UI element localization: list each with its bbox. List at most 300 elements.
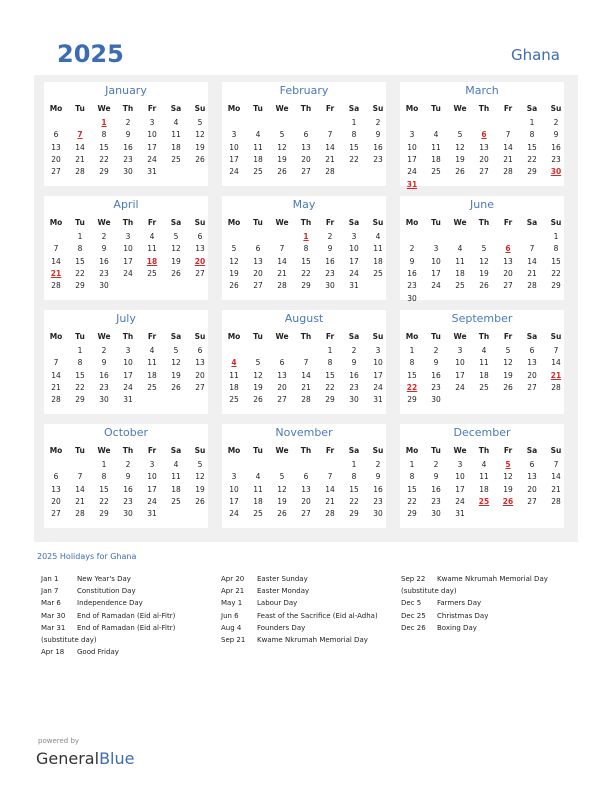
day-cell: 1 [101, 460, 107, 469]
weekday-label: We [97, 332, 111, 341]
weekday-label: Sa [348, 104, 360, 113]
day-cell: 23 [123, 154, 133, 164]
day-cell: 11 [455, 256, 465, 266]
holiday-name: End of Ramadan (Eid al-Fitr) [77, 623, 176, 632]
day-cell: 5 [255, 358, 261, 368]
day-cell: 15 [527, 142, 537, 152]
day-cell: 12 [229, 256, 239, 266]
day-cell: 27 [195, 382, 205, 392]
day-cell: 10 [123, 358, 133, 368]
weekday-label: Th [478, 218, 490, 227]
day-cell: 5 [457, 130, 463, 140]
day-cell: 9 [433, 358, 439, 368]
weekday-label: Su [550, 446, 562, 455]
brand-general: General [36, 749, 100, 768]
day-cell: 14 [503, 142, 513, 152]
day-cell: 22 [301, 268, 311, 278]
weekday-label: Mo [49, 332, 63, 341]
day-cell: 24 [123, 382, 133, 392]
weekday-label: Th [122, 446, 134, 455]
holiday-day-cell: 31 [406, 179, 418, 189]
day-cell: 4 [173, 118, 179, 127]
weekday-label: Fr [503, 218, 513, 227]
day-cell: 16 [99, 370, 109, 380]
holiday-day-cell: 1 [101, 118, 107, 127]
day-cell: 2 [101, 232, 107, 241]
weekday-label: We [453, 104, 467, 113]
day-cell: 30 [431, 509, 441, 519]
day-cell: 3 [433, 244, 439, 254]
day-cell: 17 [147, 484, 157, 494]
day-cell: 10 [229, 484, 239, 494]
day-cell: 31 [147, 509, 157, 519]
day-cell: 2 [433, 460, 439, 469]
weekday-label: Mo [405, 332, 419, 341]
day-cell: 10 [455, 358, 465, 368]
month-title: February [279, 84, 329, 97]
day-cell: 30 [349, 395, 359, 405]
weekday-label: Fr [147, 446, 157, 455]
day-cell: 6 [197, 346, 203, 355]
day-cell: 13 [479, 142, 489, 152]
day-cell: 13 [301, 484, 311, 494]
day-cell: 7 [303, 358, 309, 368]
weekday-label: Fr [147, 104, 157, 113]
weekday-label: Sa [526, 218, 538, 227]
weekday-label: We [453, 446, 467, 455]
day-cell: 30 [325, 281, 335, 291]
weekday-label: Th [122, 104, 134, 113]
holiday-day-cell: 30 [550, 167, 562, 177]
holiday-item [41, 610, 221, 622]
holiday-name: Independence Day [77, 599, 143, 608]
day-cell: 7 [77, 472, 83, 482]
day-cell: 14 [51, 256, 61, 266]
day-cell: 8 [529, 130, 535, 140]
weekday-label: Fr [147, 332, 157, 341]
month-title: December [453, 426, 511, 439]
weekday-label: We [97, 104, 111, 113]
day-cell: 17 [407, 154, 417, 164]
day-cell: 16 [99, 256, 109, 266]
holiday-date: Apr 20 [221, 575, 245, 583]
country-name: Ghana [510, 46, 560, 64]
day-cell: 9 [375, 472, 381, 482]
weekday-label: Fr [325, 446, 335, 455]
weekday-label: Fr [325, 218, 335, 227]
day-cell: 29 [99, 167, 109, 177]
day-cell: 7 [529, 244, 535, 254]
day-cell: 29 [75, 281, 85, 291]
month-title: September [451, 312, 513, 325]
day-cell: 19 [503, 484, 513, 494]
day-cell: 17 [349, 256, 359, 266]
day-cell: 24 [349, 268, 359, 278]
day-cell: 5 [279, 472, 285, 482]
weekday-label: Su [372, 218, 384, 227]
day-cell: 28 [325, 167, 335, 177]
day-cell: 11 [431, 142, 441, 152]
holiday-item [221, 597, 401, 609]
holiday-day-cell: 6 [505, 244, 511, 254]
holiday-date: Sep 21 [221, 635, 246, 644]
day-cell: 12 [503, 472, 513, 482]
day-cell: 27 [195, 268, 205, 278]
holiday-date: Apr 21 [221, 587, 245, 596]
day-cell: 28 [75, 509, 85, 519]
weekday-label: Fr [503, 446, 513, 455]
day-cell: 22 [349, 154, 359, 164]
holiday-item [401, 610, 581, 622]
day-cell: 4 [149, 232, 155, 241]
day-cell: 27 [479, 167, 489, 177]
day-cell: 8 [77, 244, 83, 254]
day-cell: 2 [327, 232, 333, 241]
weekday-label: Tu [431, 332, 441, 341]
weekday-label: Tu [431, 104, 441, 113]
day-cell: 29 [75, 395, 85, 405]
weekday-label: Th [478, 446, 490, 455]
holiday-item [401, 622, 581, 634]
day-cell: 30 [99, 395, 109, 405]
day-cell: 9 [125, 130, 131, 140]
day-cell: 29 [551, 281, 561, 291]
day-cell: 16 [373, 142, 383, 152]
day-cell: 19 [277, 154, 287, 164]
month-title: May [292, 198, 316, 211]
day-cell: 19 [171, 256, 181, 266]
weekday-label: Tu [431, 218, 441, 227]
weekday-label: Su [372, 332, 384, 341]
day-cell: 20 [253, 268, 263, 278]
holiday-date: Sep 22 [401, 575, 426, 583]
day-cell: 31 [455, 509, 465, 519]
day-cell: 12 [195, 130, 205, 140]
day-cell: 8 [303, 244, 309, 254]
day-cell: 25 [455, 281, 465, 291]
day-cell: 31 [147, 167, 157, 177]
day-cell: 22 [99, 496, 109, 506]
day-cell: 24 [123, 268, 133, 278]
day-cell: 21 [527, 268, 537, 278]
day-cell: 21 [325, 154, 335, 164]
brand-logo [36, 749, 134, 768]
month-card [44, 424, 208, 528]
weekday-label: Fr [325, 332, 335, 341]
day-cell: 13 [195, 358, 205, 368]
day-cell: 23 [373, 154, 383, 164]
day-cell: 5 [481, 244, 487, 254]
day-cell: 26 [171, 382, 181, 392]
day-cell: 18 [171, 142, 181, 152]
day-cell: 3 [149, 118, 155, 127]
day-cell: 15 [551, 256, 561, 266]
day-cell: 24 [455, 496, 465, 506]
month-card [400, 310, 564, 414]
day-cell: 25 [147, 382, 157, 392]
holiday-day-cell: 5 [505, 460, 511, 469]
day-cell: 3 [149, 460, 155, 469]
weekday-label: Sa [170, 104, 182, 113]
day-cell: 26 [195, 496, 205, 506]
day-cell: 12 [171, 358, 181, 368]
day-cell: 5 [197, 460, 203, 469]
day-cell: 19 [503, 370, 513, 380]
holiday-name: Good Friday [77, 648, 119, 657]
day-cell: 20 [503, 268, 513, 278]
weekday-label: Mo [405, 218, 419, 227]
day-cell: 20 [301, 496, 311, 506]
day-cell: 25 [147, 268, 157, 278]
day-cell: 21 [51, 382, 61, 392]
day-cell: 9 [351, 358, 357, 368]
day-cell: 11 [147, 358, 157, 368]
day-cell: 2 [375, 460, 381, 469]
day-cell: 22 [551, 268, 561, 278]
day-cell: 18 [253, 496, 263, 506]
day-cell: 10 [373, 358, 383, 368]
holiday-name: New Year's Day [77, 575, 131, 583]
day-cell: 21 [551, 484, 561, 494]
month-title: January [105, 84, 147, 97]
weekday-label: Mo [227, 218, 241, 227]
day-cell: 3 [375, 346, 381, 355]
weekday-label: Fr [325, 104, 335, 113]
day-cell: 8 [327, 358, 333, 368]
holiday-item [401, 597, 581, 609]
day-cell: 13 [51, 484, 61, 494]
day-cell: 20 [195, 370, 205, 380]
day-cell: 1 [327, 346, 333, 355]
day-cell: 27 [277, 395, 287, 405]
weekday-label: Th [122, 332, 134, 341]
day-cell: 27 [301, 509, 311, 519]
weekday-label: Su [194, 332, 206, 341]
weekday-label: Tu [431, 446, 441, 455]
day-cell: 17 [229, 496, 239, 506]
weekday-label: Th [300, 446, 312, 455]
holiday-name: Kwame Nkrumah Memorial Day [257, 635, 368, 644]
day-cell: 28 [51, 395, 61, 405]
day-cell: 21 [277, 268, 287, 278]
day-cell: 28 [527, 281, 537, 291]
day-cell: 26 [229, 281, 239, 291]
day-cell: 20 [277, 382, 287, 392]
day-cell: 6 [53, 130, 59, 140]
day-cell: 2 [433, 346, 439, 355]
day-cell: 14 [325, 484, 335, 494]
day-cell: 21 [75, 154, 85, 164]
day-cell: 27 [253, 281, 263, 291]
day-cell: 7 [53, 358, 59, 368]
day-cell: 11 [171, 130, 181, 140]
holiday-name: Christmas Day [437, 611, 489, 620]
weekday-label: Su [194, 446, 206, 455]
day-cell: 28 [51, 281, 61, 291]
day-cell: 1 [529, 118, 535, 127]
day-cell: 2 [409, 244, 415, 254]
day-cell: 25 [171, 154, 181, 164]
day-cell: 6 [303, 472, 309, 482]
holiday-day-cell: 6 [481, 130, 487, 140]
day-cell: 23 [551, 154, 561, 164]
day-cell: 7 [327, 130, 333, 140]
day-cell: 14 [277, 256, 287, 266]
day-cell: 2 [101, 346, 107, 355]
day-cell: 28 [277, 281, 287, 291]
day-cell: 24 [147, 154, 157, 164]
month-title: March [465, 84, 499, 97]
day-cell: 22 [407, 496, 417, 506]
day-cell: 26 [253, 395, 263, 405]
day-cell: 31 [373, 395, 383, 405]
day-cell: 23 [407, 281, 417, 291]
holiday-item [41, 646, 221, 658]
day-cell: 14 [301, 370, 311, 380]
day-cell: 25 [479, 382, 489, 392]
day-cell: 28 [503, 167, 513, 177]
day-cell: 22 [527, 154, 537, 164]
month-title: April [113, 198, 139, 211]
holiday-day-cell: 25 [478, 496, 490, 506]
day-cell: 24 [229, 509, 239, 519]
holiday-date: Mar 6 [41, 599, 61, 608]
day-cell: 16 [349, 370, 359, 380]
day-cell: 1 [409, 346, 415, 355]
month-card [400, 196, 564, 303]
day-cell: 15 [75, 256, 85, 266]
day-cell: 21 [325, 496, 335, 506]
day-cell: 2 [351, 346, 357, 355]
holiday-day-cell: 18 [146, 256, 158, 266]
day-cell: 12 [455, 142, 465, 152]
day-cell: 4 [375, 232, 381, 241]
holiday-name: Labour Day [257, 599, 298, 608]
day-cell: 3 [231, 472, 237, 482]
day-cell: 19 [171, 370, 181, 380]
day-cell: 17 [123, 256, 133, 266]
day-cell: 9 [553, 130, 559, 140]
day-cell: 15 [325, 370, 335, 380]
day-cell: 18 [171, 484, 181, 494]
day-cell: 23 [123, 496, 133, 506]
day-cell: 16 [325, 256, 335, 266]
day-cell: 27 [527, 496, 537, 506]
day-cell: 27 [503, 281, 513, 291]
day-cell: 13 [527, 358, 537, 368]
holiday-item [221, 610, 401, 622]
day-cell: 16 [373, 484, 383, 494]
day-cell: 29 [99, 509, 109, 519]
day-cell: 22 [75, 268, 85, 278]
weekday-label: Sa [348, 218, 360, 227]
day-cell: 25 [431, 167, 441, 177]
day-cell: 30 [373, 509, 383, 519]
day-cell: 23 [99, 382, 109, 392]
day-cell: 17 [123, 370, 133, 380]
day-cell: 19 [455, 154, 465, 164]
day-cell: 10 [349, 244, 359, 254]
day-cell: 7 [279, 244, 285, 254]
day-cell: 11 [373, 244, 383, 254]
day-cell: 16 [431, 370, 441, 380]
day-cell: 29 [407, 395, 417, 405]
day-cell: 6 [255, 244, 261, 254]
day-cell: 25 [253, 167, 263, 177]
day-cell: 10 [407, 142, 417, 152]
day-cell: 23 [99, 268, 109, 278]
month-card [222, 82, 386, 186]
day-cell: 17 [147, 142, 157, 152]
day-cell: 19 [479, 268, 489, 278]
day-cell: 18 [253, 154, 263, 164]
day-cell: 19 [229, 268, 239, 278]
day-cell: 11 [253, 142, 263, 152]
day-cell: 24 [373, 382, 383, 392]
day-cell: 26 [277, 509, 287, 519]
weekday-label: Su [550, 218, 562, 227]
day-cell: 3 [457, 460, 463, 469]
day-cell: 9 [433, 472, 439, 482]
month-title: October [103, 426, 149, 439]
weekday-label: We [453, 332, 467, 341]
day-cell: 11 [479, 358, 489, 368]
day-cell: 8 [409, 472, 415, 482]
weekday-label: Sa [526, 104, 538, 113]
weekday-label: We [97, 446, 111, 455]
weekday-label: Tu [75, 218, 85, 227]
day-cell: 25 [373, 268, 383, 278]
day-cell: 29 [325, 395, 335, 405]
day-cell: 8 [553, 244, 559, 254]
holiday-name: Easter Sunday [257, 575, 308, 583]
day-cell: 14 [51, 370, 61, 380]
day-cell: 7 [553, 460, 559, 469]
holiday-date: Dec 26 [401, 623, 426, 632]
day-cell: 19 [253, 382, 263, 392]
day-cell: 22 [99, 154, 109, 164]
month-card [400, 424, 564, 528]
day-cell: 29 [301, 281, 311, 291]
month-card [222, 196, 386, 300]
holiday-item [221, 622, 401, 634]
day-cell: 28 [75, 167, 85, 177]
holiday-column [401, 573, 581, 634]
day-cell: 6 [197, 232, 203, 241]
day-cell: 13 [527, 472, 537, 482]
holiday-note: (substitute day) [41, 635, 97, 644]
day-cell: 8 [77, 358, 83, 368]
weekday-label: Su [372, 446, 384, 455]
day-cell: 15 [407, 370, 417, 380]
day-cell: 30 [99, 281, 109, 291]
weekday-label: Sa [170, 332, 182, 341]
day-cell: 27 [301, 167, 311, 177]
day-cell: 4 [433, 130, 439, 140]
weekday-label: Tu [253, 104, 263, 113]
brand-blue: Blue [99, 749, 135, 768]
day-cell: 24 [431, 281, 441, 291]
day-cell: 19 [195, 142, 205, 152]
day-cell: 31 [349, 281, 359, 291]
holiday-date: Jan 7 [41, 587, 59, 596]
day-cell: 1 [351, 118, 357, 127]
day-cell: 26 [171, 268, 181, 278]
day-cell: 9 [327, 244, 333, 254]
holiday-day-cell: 21 [50, 268, 62, 278]
holiday-item [221, 585, 401, 597]
weekday-label: Sa [526, 446, 538, 455]
